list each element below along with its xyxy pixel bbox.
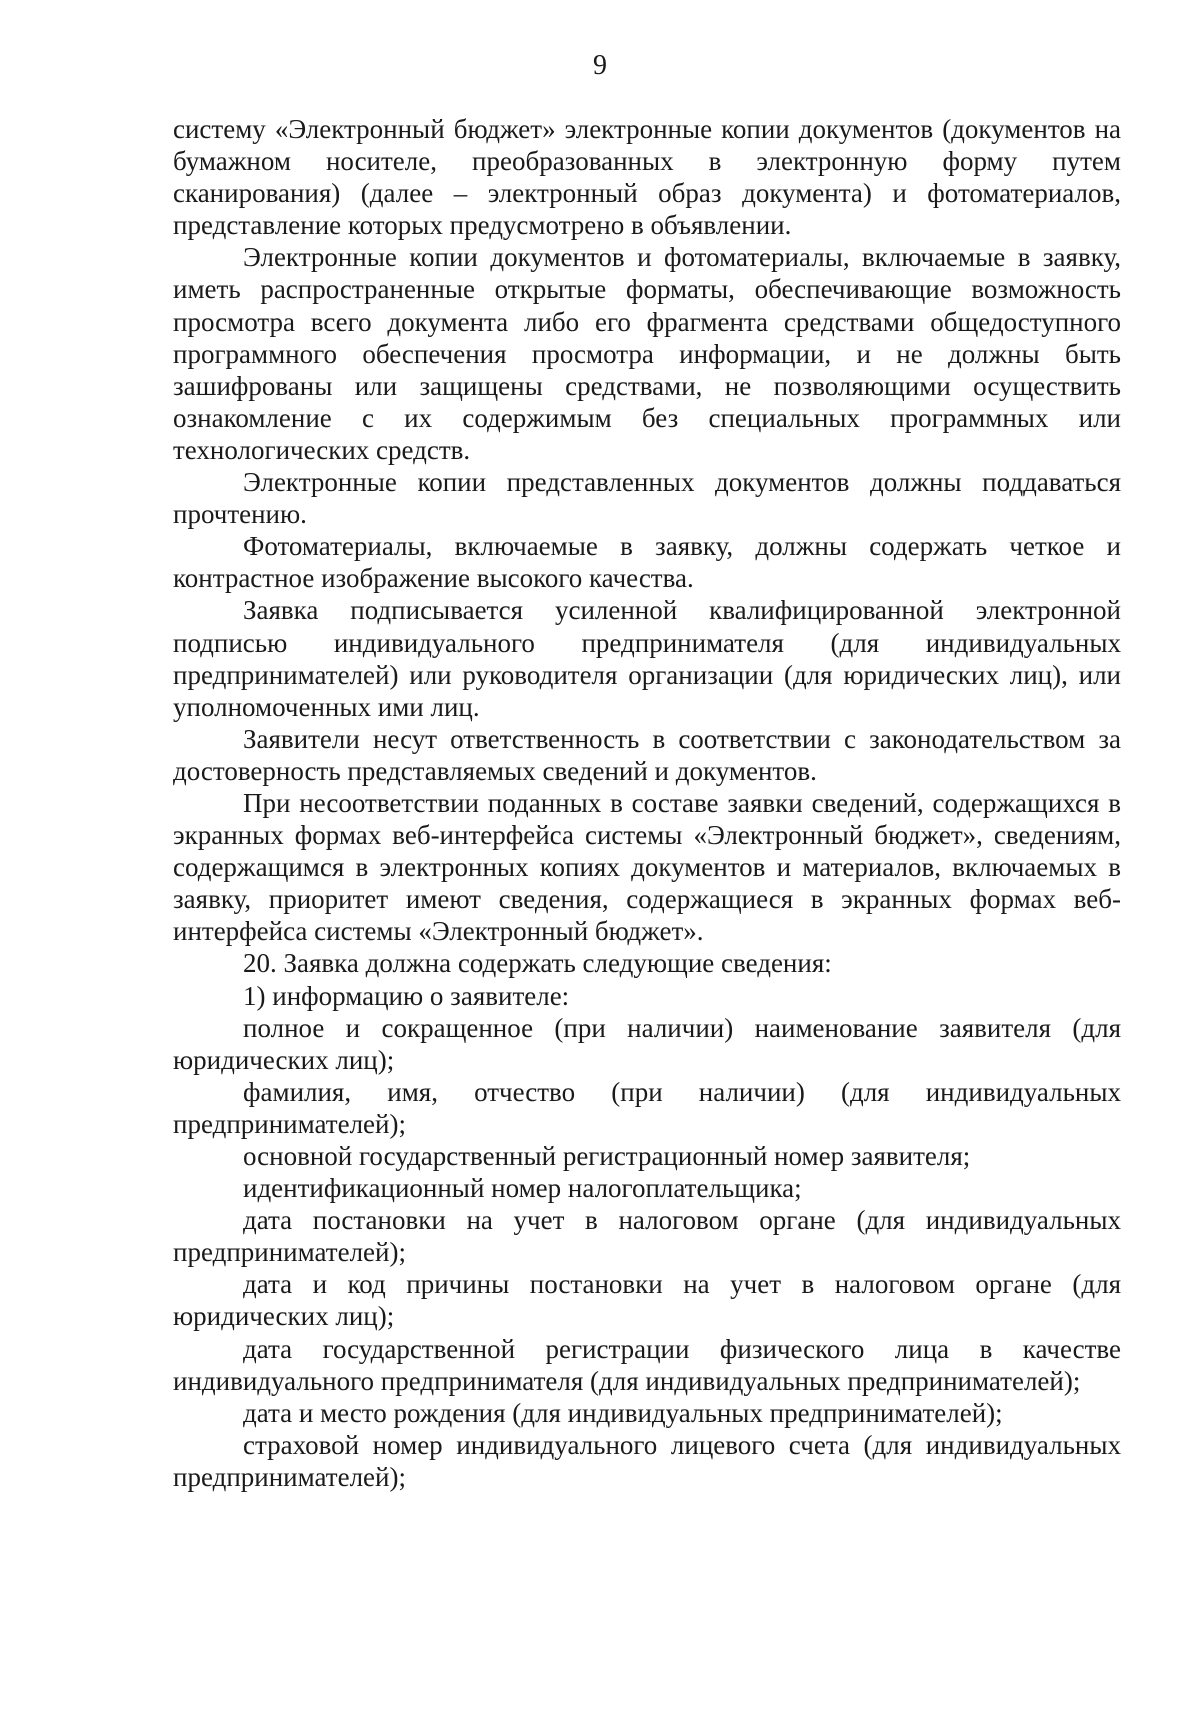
paragraph-photo-quality: Фотоматериалы, включаемые в заявку, должны содержать четкое и контрастное изображение высокого качества. (173, 531, 1121, 594)
list-item-person-name: фамилия, имя, отчество (при наличии) (для индивидуальных предпринимателей); (173, 1076, 1121, 1139)
paragraph-subitem-1: 1) информацию о заявителе: (243, 980, 570, 1011)
list-item-tax-registration-date: дата постановки на учет в налоговом органе (для индивидуальных предпринимателей); (173, 1205, 1121, 1268)
list-item-birth-info: дата и место рождения (для индивидуальных предпринимателей); (243, 1397, 1003, 1428)
paragraph-signature: Заявка подписывается усиленной квалифицированной электронной подписью индивидуального предпринимателя (для индивидуальных предпринимателей) или руководителя организации (для юридических лиц), или уполномоченных ими лиц. (173, 595, 1121, 722)
paragraph-item-20: 20. Заявка должна содержать следующие сведения: (243, 948, 832, 979)
list-item-state-registration-date: дата государственной регистрации физического лица в качестве индивидуального предпринимателя (для индивидуальных предпринимателей); (173, 1333, 1121, 1396)
list-item-inn: идентификационный номер налогоплательщика; (243, 1173, 802, 1204)
list-item-kpp: дата и код причины постановки на учет в налоговом органе (для юридических лиц); (173, 1269, 1121, 1332)
paragraph-priority: При несоответствии поданных в составе заявки сведений, содержащихся в экранных формах веб-интерфейса системы «Электронный бюджет», сведениям, содержащимся в электронных копиях документов и материалов, включаемых в заявку, приоритет имеют сведения, содержащиеся в экранных формах веб-интерфейса системы «Электронный бюджет». (173, 787, 1121, 947)
list-item-ogrn: основной государственный регистрационный номер заявителя; (243, 1141, 971, 1171)
paragraph-continuation: систему «Электронный бюджет» электронные копии документов (документов на бумажном носителе, преобразованных в электронную форму путем сканирования) (далее – электронный образ документа) и фотоматериалов, представление которых предусмотрено в объявлении. (173, 114, 1121, 241)
list-item-full-name: полное и сокращенное (при наличии) наименование заявителя (для юридических лиц); (173, 1012, 1121, 1075)
document-body (173, 113, 1121, 1493)
list-item-snils: страховой номер индивидуального лицевого счета (для индивидуальных предпринимателей); (173, 1429, 1121, 1492)
paragraph-responsibility: Заявители несут ответственность в соответствии с законодательством за достоверность представляемых сведений и документов. (173, 723, 1121, 786)
paragraph-readability: Электронные копии представленных документов должны поддаваться прочтению. (173, 467, 1121, 530)
page-number: 9 (593, 50, 607, 81)
paragraph-file-formats: Электронные копии документов и фотоматериалы, включаемые в заявку, иметь распространенные открытые форматы, обеспечивающие возможность просмотра всего документа либо его фрагмента средствами общедоступного программного обеспечения просмотра информации, и не должны быть зашифрованы или защищены средствами, не позволяющими осуществить ознакомление с их содержимым без специальных программных или технологических средств. (173, 242, 1121, 465)
